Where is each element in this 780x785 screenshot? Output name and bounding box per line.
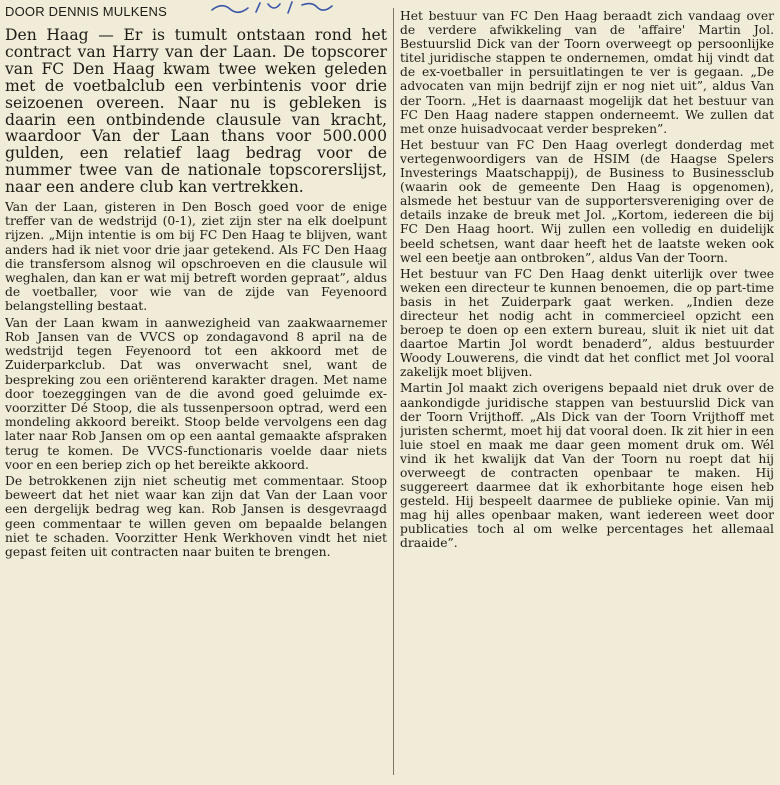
column-divider [393,8,394,775]
right-column [400,0,774,779]
right-paragraph-1: Het bestuur van FC Den Haag beraadt zich vandaag over de verdere afwikkeling van de 'affaire' Martin Jol. Bestuurslid Dick van der Toorn overweegt op persoonlijke titel juridische stappen te ondernemen, omdat hij vindt dat de ex-voetballer in persuitlatingen te ver is gegaan. „De advocaten van mijn bedrijf zijn er nog niet uit”, aldus Van der Toorn. „Het is daarnaast mogelijk dat het bestuur van FC Den Haag nadere stappen onderneemt. We zullen dat met onze huisadvocaat verder bespreken”. [400,9,774,136]
left-paragraph-2: Van der Laan kwam in aanwezigheid van zaakwaarnemer Rob Jansen van de VVCS op zondagavond 8 april na de wedstrijd tegen Feyenoord tot een akkoord met de Zuiderparkclub. Dat was onverwacht snel, want de bespreking zou een oriënterend karakter dragen. Met name door toezeggingen van de die avond goed geluimde ex-voorzitter Dé Stoop, die als tussenpersoon optrad, werd een mondeling akkoord bereikt. Stoop belde vervolgens een dag later naar Rob Jansen om op een aantal gemaakte afspraken terug te komen. De VVCS-functionaris voelde daar niets voor en een beriep zich op het bereikte akkoord. [5,315,387,472]
right-paragraph-4: Martin Jol maakt zich overigens bepaald niet druk over de aankondigde juridische stappen van bestuurslid Dick van der Toorn Vrijthoff. „Als Dick van der Toorn Vrijthoff met juristen schermt, moet hij dat vooral doen. Ik zit hier in een luie stoel en maak me daar geen moment druk om. Wél vind ik het kwalijk dat Van der Toorn nu roept dat hij overweegt de contracten openbaar te maken. Hij suggereert daarmee dat ik exhorbitante hoge eisen heb gesteld. Hij bespeelt daarmee de publieke opinie. Van mij mag hij alles openbaar maken, want iedereen weet door publicaties toch al om welke percentages het allemaal draaide”. [400,381,774,551]
byline: DOOR DENNIS MULKENS [5,4,167,19]
lead-paragraph: Den Haag — Er is tumult ontstaan rond het contract van Harry van der Laan. De topscorer van FC Den Haag kwam twee weken geleden met de voetbalclub een verbintenis voor drie seizoenen overeen. Naar nu is gebleken is daarin een ontbindende clausule van kracht, waardoor Van der Laan thans voor 500.000 gulden, een relatief laag bedrag voor de nummer twee van de nationale topscorerslijst, naar een andere club kan vertrekken. [5,26,387,197]
left-column [5,0,387,779]
left-paragraph-1: Van der Laan, gisteren in Den Bosch goed voor de enige treffer van de wedstrijd (0-1), ziet zijn ster na elk doelpunt rijzen. „Mijn intentie is om bij FC Den Haag te blijven, want anders had ik niet voor drie jaar getekend. Als FC Den Haag die transfersom alsnog wil opschroeven en die clausule wil weghalen, dan kan er wat mij betreft worden gepraat”, aldus de voetballer, voor wie van de zijde van Feyenoord belangstelling bestaat. [5,200,387,314]
right-paragraph-3: Het bestuur van FC Den Haag denkt uiterlijk over twee weken een directeur te kunnen benoemen, die op part-time basis in het Zuiderpark gaat werken. „Indien deze directeur het nodig acht in commercieel opzicht een beroep te doen op een extern bureau, sluit ik niet uit dat daartoe Martin Jol wordt benaderd”, aldus bestuurder Woody Louwerens, die vindt dat het conflict met Jol vooral zakelijk moet blijven. [400,266,774,380]
right-paragraph-2: Het bestuur van FC Den Haag overlegt donderdag met vertegenwoordigers van de HSIM (de Haagse Spelers Investerings Maatschappij), de Business to Businessclub (waarin ook de gemeente Den Haag is opgenomen), alsmede het bestuur van de supportersvereniging over de details inzake de breuk met Jol. „Kortom, iedereen die bij FC Den Haag hoort. Wij zullen een volledig en duidelijk beeld schetsen, want daar heeft het de laatste weken ook wel een beetje aan ontbroken”, aldus Van der Toorn. [400,137,774,265]
left-paragraph-3: De betrokkenen zijn niet scheutig met commentaar. Stoop beweert dat het niet waar kan zijn dat Van der Laan voor een dergelijk bedrag weg kan. Rob Jansen is desgevraagd geen commentaar te willen geven om bepaalde belangen niet te schaden. Voorzitter Henk Werkhoven vindt het niet gepast feiten uit contracten naar buiten te brengen. [5,473,387,559]
